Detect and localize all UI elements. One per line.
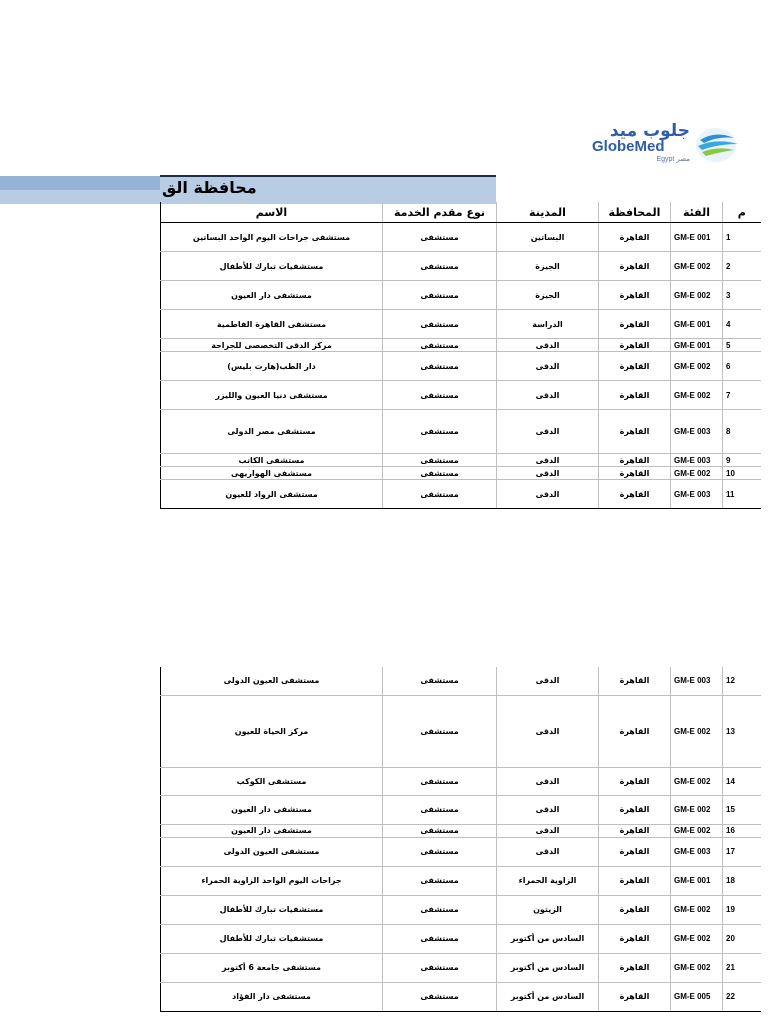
provider-type-cell: مستشفى [383, 824, 497, 837]
table-row [161, 281, 761, 310]
table-row [161, 352, 761, 381]
city-cell: الدقى [497, 352, 599, 381]
provider-name-cell: مستشفى الكاتب [161, 454, 383, 467]
governorate-cell: القاهرة [599, 410, 671, 454]
provider-name-cell: جراحات اليوم الواحد الزاوية الحمراء [161, 866, 383, 895]
category-code-cell: GM-E 002 [671, 895, 723, 924]
city-cell: الدقى [497, 837, 599, 866]
category-code-cell: GM-E 002 [671, 352, 723, 381]
provider-name-cell: مستشفى الكوكب [161, 767, 383, 795]
governorate-cell: القاهرة [599, 695, 671, 767]
category-code-cell: GM-E 003 [671, 837, 723, 866]
table-row [161, 223, 761, 252]
logo-country-text: Egypt مصر [656, 156, 690, 163]
provider-name-cell: مستشفى القاهرة الفاطمية [161, 310, 383, 339]
globe-swoosh-icon [694, 126, 740, 164]
city-cell: الدقى [497, 795, 599, 824]
table-row [161, 924, 761, 953]
category-code-cell: GM-E 001 [671, 223, 723, 252]
table-header-row [161, 202, 761, 223]
provider-type-cell: مستشفى [383, 895, 497, 924]
provider-type-cell: مستشفى [383, 795, 497, 824]
row-number-cell: 2 [723, 252, 761, 281]
row-number-cell: 12 [723, 667, 761, 695]
city-cell: الزيتون [497, 895, 599, 924]
table-row [161, 410, 761, 454]
governorate-cell: القاهرة [599, 895, 671, 924]
governorate-cell: القاهرة [599, 953, 671, 982]
provider-name-cell: مركز الدقى التخصصى للجراحة [161, 339, 383, 352]
governorate-cell: القاهرة [599, 767, 671, 795]
category-code-cell: GM-E 002 [671, 795, 723, 824]
provider-name-cell: دار الطب(هارت بليس) [161, 352, 383, 381]
city-cell: السادس من أكتوبر [497, 924, 599, 953]
governorate-cell: القاهرة [599, 866, 671, 895]
city-cell: الدقى [497, 480, 599, 509]
provider-type-cell: مستشفى [383, 310, 497, 339]
provider-type-cell: مستشفى [383, 339, 497, 352]
table-row [161, 467, 761, 480]
category-code-cell: GM-E 002 [671, 767, 723, 795]
row-number-cell: 18 [723, 866, 761, 895]
category-code-cell: GM-E 002 [671, 824, 723, 837]
category-code-cell: GM-E 002 [671, 924, 723, 953]
governorate-cell: القاهرة [599, 480, 671, 509]
provider-type-cell: مستشفى [383, 281, 497, 310]
city-cell: السادس من أكتوبر [497, 953, 599, 982]
table-row [161, 310, 761, 339]
provider-name-cell: مستشفى جراحات اليوم الواحد البساتين [161, 223, 383, 252]
governorate-cell: القاهرة [599, 837, 671, 866]
category-code-cell: GM-E 002 [671, 381, 723, 410]
city-cell: الجيزة [497, 281, 599, 310]
category-code-cell: GM-E 002 [671, 695, 723, 767]
city-cell: الدقى [497, 824, 599, 837]
table-row [161, 824, 761, 837]
provider-type-cell: مستشفى [383, 352, 497, 381]
section-title: محافظة الق [162, 178, 257, 197]
row-number-cell: 7 [723, 381, 761, 410]
row-number-cell: 4 [723, 310, 761, 339]
provider-name-cell: مستشفيات تبارك للأطفال [161, 895, 383, 924]
category-code-cell: GM-E 002 [671, 953, 723, 982]
row-number-cell: 17 [723, 837, 761, 866]
col-header-governorate: المحافظة [599, 202, 671, 223]
governorate-cell: القاهرة [599, 454, 671, 467]
table-row [161, 695, 761, 767]
providers-table-part1 [160, 202, 761, 509]
provider-type-cell: مستشفى [383, 480, 497, 509]
row-number-cell: 15 [723, 795, 761, 824]
provider-type-cell: مستشفى [383, 223, 497, 252]
provider-type-cell: مستشفى [383, 695, 497, 767]
category-code-cell: GM-E 002 [671, 467, 723, 480]
city-cell: الدقى [497, 381, 599, 410]
provider-type-cell: مستشفى [383, 381, 497, 410]
table-row [161, 895, 761, 924]
governorate-cell: القاهرة [599, 795, 671, 824]
row-number-cell: 20 [723, 924, 761, 953]
logo-arabic-text: جلوب ميد [609, 121, 690, 141]
provider-type-cell: مستشفى [383, 667, 497, 695]
row-number-cell: 5 [723, 339, 761, 352]
governorate-cell: القاهرة [599, 310, 671, 339]
table-row [161, 953, 761, 982]
provider-name-cell: مستشفى دار الفؤاد [161, 982, 383, 1011]
category-code-cell: GM-E 002 [671, 252, 723, 281]
governorate-cell: القاهرة [599, 352, 671, 381]
city-cell: الدقى [497, 667, 599, 695]
table-row [161, 982, 761, 1011]
provider-name-cell: مستشفى الرواد للعيون [161, 480, 383, 509]
row-number-cell: 19 [723, 895, 761, 924]
provider-type-cell: مستشفى [383, 410, 497, 454]
governorate-cell: القاهرة [599, 824, 671, 837]
row-number-cell: 1 [723, 223, 761, 252]
city-cell: السادس من أكتوبر [497, 982, 599, 1011]
row-number-cell: 6 [723, 352, 761, 381]
table-row [161, 795, 761, 824]
provider-name-cell: مستشفى الهواريهى [161, 467, 383, 480]
governorate-cell: القاهرة [599, 667, 671, 695]
providers-table-part2 [160, 667, 761, 1012]
row-number-cell: 8 [723, 410, 761, 454]
city-cell: الدقى [497, 454, 599, 467]
category-code-cell: GM-E 003 [671, 454, 723, 467]
category-code-cell: GM-E 001 [671, 866, 723, 895]
governorate-cell: القاهرة [599, 982, 671, 1011]
provider-type-cell: مستشفى [383, 467, 497, 480]
provider-name-cell: مركز الحياة للعيون [161, 695, 383, 767]
table-row [161, 381, 761, 410]
section-header-rule [160, 175, 496, 177]
governorate-cell: القاهرة [599, 381, 671, 410]
row-number-cell: 10 [723, 467, 761, 480]
provider-type-cell: مستشفى [383, 953, 497, 982]
category-code-cell: GM-E 001 [671, 310, 723, 339]
city-cell: الدقى [497, 767, 599, 795]
col-header-name: الاسم [161, 202, 383, 223]
city-cell: الدقى [497, 467, 599, 480]
row-number-cell: 21 [723, 953, 761, 982]
provider-type-cell: مستشفى [383, 767, 497, 795]
provider-name-cell: مستشفى جامعة 6 أكتوبر [161, 953, 383, 982]
provider-type-cell: مستشفى [383, 454, 497, 467]
provider-type-cell: مستشفى [383, 866, 497, 895]
city-cell: الدقى [497, 339, 599, 352]
table-row [161, 767, 761, 795]
col-header-category: الفئة [671, 202, 723, 223]
col-header-index: م [723, 202, 761, 223]
city-cell: الدقى [497, 695, 599, 767]
col-header-provider-type: نوع مقدم الخدمة [383, 202, 497, 223]
provider-type-cell: مستشفى [383, 924, 497, 953]
provider-name-cell: مستشفى العيون الدولى [161, 667, 383, 695]
provider-type-cell: مستشفى [383, 982, 497, 1011]
governorate-cell: القاهرة [599, 252, 671, 281]
governorate-cell: القاهرة [599, 467, 671, 480]
category-code-cell: GM-E 005 [671, 982, 723, 1011]
provider-name-cell: مستشفى دار العيون [161, 281, 383, 310]
provider-name-cell: مستشفى العيون الدولى [161, 837, 383, 866]
logo-english-text: GlobeMed [592, 138, 665, 155]
city-cell: الدقى [497, 410, 599, 454]
row-number-cell: 9 [723, 454, 761, 467]
category-code-cell: GM-E 002 [671, 281, 723, 310]
provider-name-cell: مستشفيات تبارك للأطفال [161, 924, 383, 953]
provider-type-cell: مستشفى [383, 837, 497, 866]
provider-name-cell: مستشفى دار العيون [161, 824, 383, 837]
row-number-cell: 3 [723, 281, 761, 310]
category-code-cell: GM-E 003 [671, 667, 723, 695]
table-row [161, 339, 761, 352]
category-code-cell: GM-E 001 [671, 339, 723, 352]
provider-type-cell: مستشفى [383, 252, 497, 281]
provider-name-cell: مستشفى دار العيون [161, 795, 383, 824]
table-row [161, 667, 761, 695]
provider-name-cell: مستشفى دنيا العيون والليزر [161, 381, 383, 410]
table-row [161, 837, 761, 866]
governorate-cell: القاهرة [599, 339, 671, 352]
row-number-cell: 16 [723, 824, 761, 837]
table-row [161, 454, 761, 467]
governorate-cell: القاهرة [599, 281, 671, 310]
table-row [161, 866, 761, 895]
col-header-city: المدينة [497, 202, 599, 223]
table-row [161, 252, 761, 281]
row-number-cell: 22 [723, 982, 761, 1011]
category-code-cell: GM-E 003 [671, 410, 723, 454]
governorate-cell: القاهرة [599, 223, 671, 252]
city-cell: الدراسة [497, 310, 599, 339]
row-number-cell: 11 [723, 480, 761, 509]
city-cell: البساتين [497, 223, 599, 252]
row-number-cell: 13 [723, 695, 761, 767]
row-number-cell: 14 [723, 767, 761, 795]
city-cell: الجيزة [497, 252, 599, 281]
provider-name-cell: مستشفى مصر الدولى [161, 410, 383, 454]
city-cell: الزاوية الحمراء [497, 866, 599, 895]
provider-name-cell: مستشفيات تبارك للأطفال [161, 252, 383, 281]
section-header-band-left [0, 176, 160, 190]
category-code-cell: GM-E 003 [671, 480, 723, 509]
governorate-cell: القاهرة [599, 924, 671, 953]
globemed-logo [590, 122, 750, 172]
table-row [161, 480, 761, 509]
